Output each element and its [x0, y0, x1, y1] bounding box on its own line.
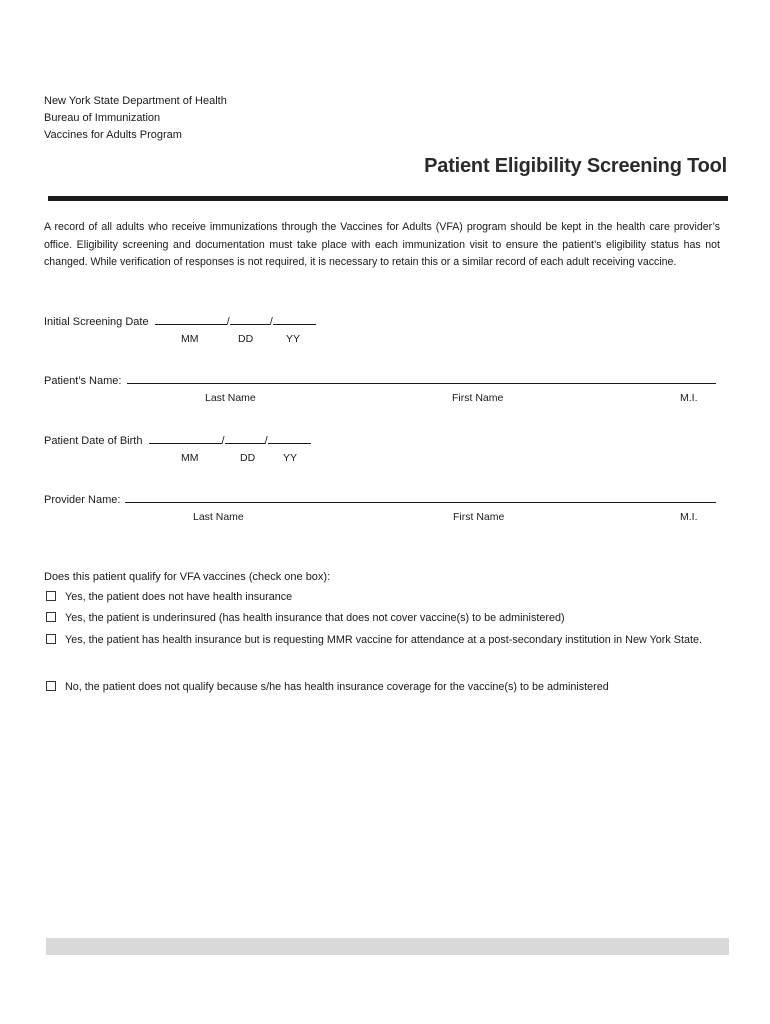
title-divider: [48, 196, 728, 201]
date-slash: /: [226, 316, 230, 328]
screening-date-dd-field[interactable]: [230, 313, 270, 325]
patient-dob-row: [44, 432, 311, 447]
option-not-qualified-label: No, the patient does not qualify because s/he has health insurance coverage for the vaccine(s) to be administered: [65, 681, 609, 693]
screening-date-yy-field[interactable]: [273, 313, 316, 325]
option-not-qualified: [46, 681, 609, 693]
patient-name-field[interactable]: [127, 372, 716, 384]
date-slash: /: [221, 435, 225, 447]
patient-dob-dd-field[interactable]: [225, 432, 265, 444]
option-no-insurance-label: Yes, the patient does not have health insurance: [65, 591, 293, 603]
footer-bar: [46, 938, 729, 955]
screening-date-yy-caption: YY: [286, 333, 301, 345]
option-underinsured: [46, 612, 565, 624]
provider-name-row: [44, 491, 716, 506]
date-slash: /: [264, 435, 268, 447]
patient-mi-caption: M.I.: [680, 392, 698, 404]
patient-dob-mm-caption: MM: [181, 452, 199, 464]
org-line-program: Vaccines for Adults Program: [44, 129, 182, 141]
patient-dob-yy-caption: YY: [283, 452, 298, 464]
option-mmr-post-secondary: [46, 632, 722, 648]
screening-date-dd-caption: DD: [238, 333, 254, 345]
patient-dob-mm-field[interactable]: [149, 432, 222, 444]
provider-mi-caption: M.I.: [680, 511, 698, 523]
patient-dob-label: Patient Date of Birth: [44, 435, 143, 447]
screening-date-mm-field[interactable]: [155, 313, 227, 325]
patient-name-row: [44, 372, 716, 387]
provider-last-name-caption: Last Name: [193, 511, 244, 523]
screening-date-label: Initial Screening Date: [44, 316, 149, 328]
option-underinsured-label: Yes, the patient is underinsured (has health insurance that does not cover vaccine(s) to be administered): [65, 612, 565, 624]
option-mmr-checkbox[interactable]: [46, 634, 56, 644]
screening-date-row: [44, 313, 316, 328]
page-title: Patient Eligibility Screening Tool: [424, 155, 727, 177]
option-mmr-label: Yes, the patient has health insurance but is requesting MMR vaccine for attendance at a post-secondary institution in New York State.: [65, 634, 702, 646]
option-no-insurance-checkbox[interactable]: [46, 591, 56, 601]
intro-paragraph: A record of all adults who receive immunizations through the Vaccines for Adults (VFA) program should be kept in the health care provider’s office. Eligibility screening and documentation must take place with each immunization visit to ensure the patient’s eligibility status has not changed. While verification of responses is not required, it is necessary to retain this or a similar record of each adult receiving vaccine.: [44, 221, 720, 268]
provider-name-label: Provider Name:: [44, 494, 121, 506]
provider-name-field[interactable]: [125, 491, 716, 503]
patient-first-name-caption: First Name: [452, 392, 504, 404]
option-not-qualified-checkbox[interactable]: [46, 681, 56, 691]
patient-last-name-caption: Last Name: [205, 392, 256, 404]
patient-name-label: Patient’s Name:: [44, 375, 122, 387]
option-underinsured-checkbox[interactable]: [46, 612, 56, 622]
provider-first-name-caption: First Name: [453, 511, 505, 523]
patient-dob-yy-field[interactable]: [268, 432, 311, 444]
patient-dob-dd-caption: DD: [240, 452, 256, 464]
screening-date-mm-caption: MM: [181, 333, 199, 345]
option-no-insurance: [46, 591, 292, 603]
org-line-department: New York State Department of Health: [44, 95, 227, 107]
eligibility-question: Does this patient qualify for VFA vaccines (check one box):: [44, 571, 331, 583]
date-slash: /: [269, 316, 273, 328]
org-line-bureau: Bureau of Immunization: [44, 112, 161, 124]
